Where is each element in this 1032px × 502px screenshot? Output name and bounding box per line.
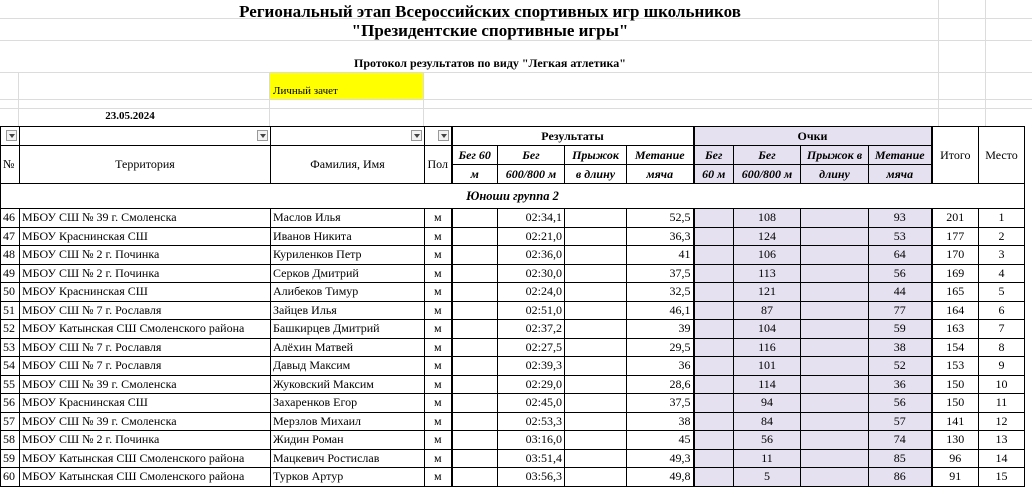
table-row[interactable] xyxy=(1,264,1025,283)
table-row[interactable] xyxy=(1,246,1025,265)
row-number: 56 xyxy=(1,394,20,413)
territory-cell[interactable]: МБОУ СШ № 39 г. Смоленска xyxy=(20,375,271,394)
points-throw-cell[interactable]: 56 xyxy=(869,264,932,283)
run600-header: Бег xyxy=(498,146,565,165)
table-row[interactable] xyxy=(1,301,1025,320)
document-title: Региональный этап Всероссийских спортивных игр школьников xyxy=(239,2,741,21)
throw-cell[interactable]: 45 xyxy=(627,431,694,450)
points-throw-cell[interactable]: 85 xyxy=(869,449,932,468)
total-cell[interactable]: 170 xyxy=(932,246,979,265)
row-number: 57 xyxy=(1,412,20,431)
points-jump-cell[interactable] xyxy=(801,394,869,413)
jump-cell[interactable] xyxy=(565,320,627,339)
points-run60-cell[interactable] xyxy=(694,264,734,283)
run60-cell[interactable] xyxy=(452,468,498,487)
run600-cell[interactable]: 02:30,0 xyxy=(498,264,565,283)
place-header: Место xyxy=(979,127,1025,184)
total-cell[interactable]: 91 xyxy=(932,468,979,487)
points-jump-header-unit: длину xyxy=(801,165,869,184)
total-cell[interactable]: 169 xyxy=(932,264,979,283)
place-cell[interactable]: 3 xyxy=(979,246,1025,265)
points-run600-cell[interactable]: 121 xyxy=(734,283,801,302)
points-throw-cell[interactable]: 93 xyxy=(869,209,932,228)
place-cell[interactable]: 2 xyxy=(979,227,1025,246)
throw-cell[interactable]: 37,5 xyxy=(627,264,694,283)
place-cell[interactable]: 15 xyxy=(979,468,1025,487)
points-run600-cell[interactable]: 94 xyxy=(734,394,801,413)
points-jump-cell[interactable] xyxy=(801,301,869,320)
territory-cell[interactable]: МБОУ СШ № 2 г. Починка xyxy=(20,264,271,283)
run600-cell[interactable]: 02:51,0 xyxy=(498,301,565,320)
run60-cell[interactable] xyxy=(452,246,498,265)
territory-cell[interactable]: МБОУ СШ № 7 г. Рославля xyxy=(20,301,271,320)
points-run60-cell[interactable] xyxy=(694,412,734,431)
points-run60-cell[interactable] xyxy=(694,357,734,376)
jump-cell[interactable] xyxy=(565,246,627,265)
points-throw-cell[interactable]: 56 xyxy=(869,394,932,413)
place-cell[interactable]: 9 xyxy=(979,357,1025,376)
table-row[interactable] xyxy=(1,449,1025,468)
throw-cell[interactable]: 41 xyxy=(627,246,694,265)
territory-cell[interactable]: МБОУ СШ № 2 г. Починка xyxy=(20,246,271,265)
territory-cell[interactable]: МБОУ Катынская СШ Смоленского района xyxy=(20,320,271,339)
total-cell[interactable]: 150 xyxy=(932,394,979,413)
row-number: 59 xyxy=(1,449,20,468)
points-throw-cell[interactable]: 52 xyxy=(869,357,932,376)
results-group-header: Результаты xyxy=(452,127,694,146)
run60-cell[interactable] xyxy=(452,264,498,283)
gridline xyxy=(985,0,986,126)
row-number: 48 xyxy=(1,246,20,265)
gridline xyxy=(0,108,1032,109)
filter-dropdown-icon[interactable] xyxy=(257,130,268,141)
run60-cell[interactable] xyxy=(452,357,498,376)
run600-cell[interactable]: 03:16,0 xyxy=(498,431,565,450)
points-run600-cell[interactable]: 56 xyxy=(734,431,801,450)
group-row xyxy=(1,184,1025,209)
table-row[interactable] xyxy=(1,227,1025,246)
points-throw-header-unit: мяча xyxy=(869,165,932,184)
name-cell[interactable]: Захаренков Егор xyxy=(271,394,425,413)
name-cell[interactable]: Алёхин Матвей xyxy=(271,338,425,357)
points-throw-cell[interactable]: 53 xyxy=(869,227,932,246)
run600-cell[interactable]: 02:37,2 xyxy=(498,320,565,339)
protocol-title: Протокол результатов по виду "Легкая атлетика" xyxy=(354,56,626,70)
sex-header: Пол xyxy=(425,146,452,184)
throw-cell[interactable]: 38 xyxy=(627,412,694,431)
points-run60-cell[interactable] xyxy=(694,209,734,228)
jump-cell[interactable] xyxy=(565,338,627,357)
points-run60-header: Бег xyxy=(694,146,734,165)
points-run600-cell[interactable]: 116 xyxy=(734,338,801,357)
jump-cell[interactable] xyxy=(565,209,627,228)
row-number: 60 xyxy=(1,468,20,487)
throw-cell[interactable]: 46,1 xyxy=(627,301,694,320)
points-group-header: Очки xyxy=(694,127,932,146)
points-run60-cell[interactable] xyxy=(694,338,734,357)
points-jump-cell[interactable] xyxy=(801,431,869,450)
document-subtitle: "Президентские спортивные игры" xyxy=(351,21,629,40)
table-row[interactable] xyxy=(1,412,1025,431)
throw-cell[interactable]: 29,5 xyxy=(627,338,694,357)
points-throw-header: Метание xyxy=(869,146,932,165)
num-filter-cell[interactable] xyxy=(1,127,20,146)
sex-cell[interactable]: м xyxy=(425,468,452,487)
jump-header-unit: в длину xyxy=(565,165,627,184)
points-throw-cell[interactable]: 38 xyxy=(869,338,932,357)
points-run600-cell[interactable]: 101 xyxy=(734,357,801,376)
points-run60-header-unit: 60 м xyxy=(694,165,734,184)
run600-cell[interactable]: 03:56,3 xyxy=(498,468,565,487)
jump-cell[interactable] xyxy=(565,227,627,246)
territory-cell[interactable]: МБОУ Катынская СШ Смоленского района xyxy=(20,468,271,487)
table-row[interactable] xyxy=(1,375,1025,394)
points-jump-cell[interactable] xyxy=(801,227,869,246)
sex-cell[interactable]: м xyxy=(425,338,452,357)
name-filter-cell[interactable] xyxy=(271,127,425,146)
territory-filter-cell[interactable] xyxy=(20,127,271,146)
name-cell[interactable]: Зайцев Илья xyxy=(271,301,425,320)
jump-cell[interactable] xyxy=(565,264,627,283)
run600-cell[interactable]: 03:51,4 xyxy=(498,449,565,468)
sex-filter-cell[interactable] xyxy=(425,127,452,146)
name-cell[interactable]: Алибеков Тимур xyxy=(271,283,425,302)
points-throw-cell[interactable]: 64 xyxy=(869,246,932,265)
sex-cell[interactable]: м xyxy=(425,264,452,283)
place-cell[interactable]: 4 xyxy=(979,264,1025,283)
points-jump-cell[interactable] xyxy=(801,209,869,228)
points-throw-cell[interactable]: 44 xyxy=(869,283,932,302)
territory-cell[interactable]: МБОУ СШ № 7 г. Рославля xyxy=(20,357,271,376)
sex-cell[interactable]: м xyxy=(425,394,452,413)
run600-cell[interactable]: 02:36,0 xyxy=(498,246,565,265)
points-jump-cell[interactable] xyxy=(801,264,869,283)
sex-cell[interactable]: м xyxy=(425,227,452,246)
table-row[interactable] xyxy=(1,394,1025,413)
name-cell[interactable]: Мацкевич Ростислав xyxy=(271,449,425,468)
throw-cell[interactable]: 28,6 xyxy=(627,375,694,394)
jump-cell[interactable] xyxy=(565,449,627,468)
name-cell[interactable]: Маслов Илья xyxy=(271,209,425,228)
territory-cell[interactable]: МБОУ СШ № 39 г. Смоленска xyxy=(20,209,271,228)
sex-cell[interactable]: м xyxy=(425,320,452,339)
place-cell[interactable]: 13 xyxy=(979,431,1025,450)
jump-cell[interactable] xyxy=(565,375,627,394)
throw-cell[interactable]: 32,5 xyxy=(627,283,694,302)
points-run600-cell[interactable]: 5 xyxy=(734,468,801,487)
run600-cell[interactable]: 02:21,0 xyxy=(498,227,565,246)
place-cell[interactable]: 10 xyxy=(979,375,1025,394)
run600-cell[interactable]: 02:29,0 xyxy=(498,375,565,394)
place-cell[interactable]: 5 xyxy=(979,283,1025,302)
personal-standings-tag[interactable]: Личный зачет xyxy=(270,73,423,99)
header-row-top xyxy=(1,127,1025,146)
jump-cell[interactable] xyxy=(565,468,627,487)
run60-cell[interactable] xyxy=(452,227,498,246)
points-run60-cell[interactable] xyxy=(694,375,734,394)
name-cell[interactable]: Давыд Максим xyxy=(271,357,425,376)
points-jump-cell[interactable] xyxy=(801,449,869,468)
throw-cell[interactable]: 37,5 xyxy=(627,394,694,413)
run60-cell[interactable] xyxy=(452,412,498,431)
name-header: Фамилия, Имя xyxy=(271,146,425,184)
points-run60-cell[interactable] xyxy=(694,431,734,450)
gridline xyxy=(0,99,1032,100)
row-number: 50 xyxy=(1,283,20,302)
territory-cell[interactable]: МБОУ Краснинская СШ xyxy=(20,283,271,302)
row-number: 55 xyxy=(1,375,20,394)
points-run600-cell[interactable]: 87 xyxy=(734,301,801,320)
total-cell[interactable]: 130 xyxy=(932,431,979,450)
points-jump-cell[interactable] xyxy=(801,246,869,265)
jump-cell[interactable] xyxy=(565,283,627,302)
run600-cell[interactable]: 02:39,3 xyxy=(498,357,565,376)
run60-cell[interactable] xyxy=(452,449,498,468)
run60-header: Бег 60 xyxy=(452,146,498,165)
sex-cell[interactable]: м xyxy=(425,246,452,265)
sex-cell[interactable]: м xyxy=(425,431,452,450)
run600-cell[interactable]: 02:45,0 xyxy=(498,394,565,413)
table-row[interactable] xyxy=(1,209,1025,228)
sex-cell[interactable]: м xyxy=(425,283,452,302)
points-jump-cell[interactable] xyxy=(801,357,869,376)
name-cell[interactable]: Куриленков Петр xyxy=(271,246,425,265)
throw-header-unit: мяча xyxy=(627,165,694,184)
name-cell[interactable]: Турков Артур xyxy=(271,468,425,487)
points-throw-cell[interactable]: 74 xyxy=(869,431,932,450)
points-throw-cell[interactable]: 86 xyxy=(869,468,932,487)
points-run60-cell[interactable] xyxy=(694,301,734,320)
points-throw-cell[interactable]: 57 xyxy=(869,412,932,431)
points-throw-cell[interactable]: 59 xyxy=(869,320,932,339)
place-cell[interactable]: 8 xyxy=(979,338,1025,357)
sex-cell[interactable]: м xyxy=(425,357,452,376)
points-run600-header: Бег xyxy=(734,146,801,165)
points-run600-cell[interactable]: 113 xyxy=(734,264,801,283)
total-cell[interactable]: 201 xyxy=(932,209,979,228)
row-number: 46 xyxy=(1,209,20,228)
points-run60-cell[interactable] xyxy=(694,394,734,413)
points-jump-cell[interactable] xyxy=(801,375,869,394)
points-jump-cell[interactable] xyxy=(801,283,869,302)
name-cell[interactable]: Серков Дмитрий xyxy=(271,264,425,283)
row-number: 49 xyxy=(1,264,20,283)
sex-cell[interactable]: м xyxy=(425,375,452,394)
jump-cell[interactable] xyxy=(565,301,627,320)
group-label: Юноши группа 2 xyxy=(1,184,1025,209)
run60-cell[interactable] xyxy=(452,301,498,320)
gridline xyxy=(0,72,1032,73)
total-cell[interactable]: 154 xyxy=(932,338,979,357)
territory-cell[interactable]: МБОУ Краснинская СШ xyxy=(20,394,271,413)
territory-header: Территория xyxy=(20,146,271,184)
header-row-mid xyxy=(1,146,1025,165)
territory-cell[interactable]: МБОУ СШ № 39 г. Смоленска xyxy=(20,412,271,431)
points-run600-cell[interactable]: 104 xyxy=(734,320,801,339)
name-cell[interactable]: Мерзлов Михаил xyxy=(271,412,425,431)
jump-cell[interactable] xyxy=(565,357,627,376)
throw-cell[interactable]: 36 xyxy=(627,357,694,376)
place-cell[interactable]: 7 xyxy=(979,320,1025,339)
points-run600-cell[interactable]: 11 xyxy=(734,449,801,468)
total-cell[interactable]: 141 xyxy=(932,412,979,431)
name-cell[interactable]: Иванов Никита xyxy=(271,227,425,246)
points-jump-cell[interactable] xyxy=(801,468,869,487)
points-run600-cell[interactable]: 108 xyxy=(734,209,801,228)
points-run600-header-unit: 600/800 м xyxy=(734,165,801,184)
territory-cell[interactable]: МБОУ СШ № 7 г. Рославля xyxy=(20,338,271,357)
run60-cell[interactable] xyxy=(452,283,498,302)
run60-cell[interactable] xyxy=(452,338,498,357)
filter-dropdown-icon[interactable] xyxy=(6,130,17,141)
run60-cell[interactable] xyxy=(452,375,498,394)
name-cell[interactable]: Жидин Роман xyxy=(271,431,425,450)
sex-cell[interactable]: м xyxy=(425,209,452,228)
throw-cell[interactable]: 39 xyxy=(627,320,694,339)
sex-cell[interactable]: м xyxy=(425,412,452,431)
points-run60-cell[interactable] xyxy=(694,449,734,468)
throw-cell[interactable]: 49,3 xyxy=(627,449,694,468)
place-cell[interactable]: 14 xyxy=(979,449,1025,468)
points-run600-cell[interactable]: 114 xyxy=(734,375,801,394)
place-cell[interactable]: 6 xyxy=(979,301,1025,320)
territory-cell[interactable]: МБОУ Катынская СШ Смоленского района xyxy=(20,449,271,468)
points-run60-cell[interactable] xyxy=(694,283,734,302)
points-throw-cell[interactable]: 77 xyxy=(869,301,932,320)
total-header: Итого xyxy=(932,127,979,184)
points-throw-cell[interactable]: 36 xyxy=(869,375,932,394)
name-cell[interactable]: Башкирцев Дмитрий xyxy=(271,320,425,339)
points-run600-cell[interactable]: 124 xyxy=(734,227,801,246)
points-run60-cell[interactable] xyxy=(694,246,734,265)
run60-cell[interactable] xyxy=(452,431,498,450)
points-run60-cell[interactable] xyxy=(694,227,734,246)
row-number: 54 xyxy=(1,357,20,376)
gridline xyxy=(423,72,424,126)
points-jump-cell[interactable] xyxy=(801,338,869,357)
row-number: 47 xyxy=(1,227,20,246)
run60-header-unit: м xyxy=(452,165,498,184)
row-number: 58 xyxy=(1,431,20,450)
points-jump-cell[interactable] xyxy=(801,320,869,339)
points-run60-cell[interactable] xyxy=(694,468,734,487)
table-row[interactable] xyxy=(1,320,1025,339)
table-row[interactable] xyxy=(1,431,1025,450)
run600-header-unit: 600/800 м xyxy=(498,165,565,184)
num-header: № xyxy=(1,146,20,184)
filter-dropdown-icon[interactable] xyxy=(438,130,449,141)
place-cell[interactable]: 1 xyxy=(979,209,1025,228)
points-jump-header: Прыжок в xyxy=(801,146,869,165)
run60-cell[interactable] xyxy=(452,394,498,413)
throw-cell[interactable]: 36,3 xyxy=(627,227,694,246)
run60-cell[interactable] xyxy=(452,320,498,339)
run600-cell[interactable]: 02:34,1 xyxy=(498,209,565,228)
table-row[interactable] xyxy=(1,357,1025,376)
jump-cell[interactable] xyxy=(565,412,627,431)
total-cell[interactable]: 153 xyxy=(932,357,979,376)
sex-cell[interactable]: м xyxy=(425,449,452,468)
table-row[interactable] xyxy=(1,283,1025,302)
jump-cell[interactable] xyxy=(565,431,627,450)
run600-cell[interactable]: 02:24,0 xyxy=(498,283,565,302)
total-cell[interactable]: 177 xyxy=(932,227,979,246)
row-number: 53 xyxy=(1,338,20,357)
name-cell[interactable]: Жуковский Максим xyxy=(271,375,425,394)
points-run600-cell[interactable]: 84 xyxy=(734,412,801,431)
table-row[interactable] xyxy=(1,468,1025,487)
total-cell[interactable]: 96 xyxy=(932,449,979,468)
place-cell[interactable]: 11 xyxy=(979,394,1025,413)
results-table xyxy=(0,126,1025,487)
jump-header: Прыжок xyxy=(565,146,627,165)
territory-cell[interactable]: МБОУ СШ № 2 г. Починка xyxy=(20,431,271,450)
points-run60-cell[interactable] xyxy=(694,320,734,339)
total-cell[interactable]: 163 xyxy=(932,320,979,339)
place-cell[interactable]: 12 xyxy=(979,412,1025,431)
event-date: 23.05.2024 xyxy=(105,110,155,122)
run600-cell[interactable]: 02:27,5 xyxy=(498,338,565,357)
throw-header: Метание xyxy=(627,146,694,165)
throw-cell[interactable]: 49,8 xyxy=(627,468,694,487)
total-cell[interactable]: 164 xyxy=(932,301,979,320)
territory-cell[interactable]: МБОУ Краснинская СШ xyxy=(20,227,271,246)
gridline xyxy=(18,72,19,126)
run600-cell[interactable]: 02:53,3 xyxy=(498,412,565,431)
points-run600-cell[interactable]: 106 xyxy=(734,246,801,265)
table-row[interactable] xyxy=(1,338,1025,357)
filter-dropdown-icon[interactable] xyxy=(411,130,422,141)
points-jump-cell[interactable] xyxy=(801,412,869,431)
throw-cell[interactable]: 52,5 xyxy=(627,209,694,228)
jump-cell[interactable] xyxy=(565,394,627,413)
total-cell[interactable]: 150 xyxy=(932,375,979,394)
sex-cell[interactable]: м xyxy=(425,301,452,320)
row-number: 51 xyxy=(1,301,20,320)
row-number: 52 xyxy=(1,320,20,339)
total-cell[interactable]: 165 xyxy=(932,283,979,302)
run60-cell[interactable] xyxy=(452,209,498,228)
